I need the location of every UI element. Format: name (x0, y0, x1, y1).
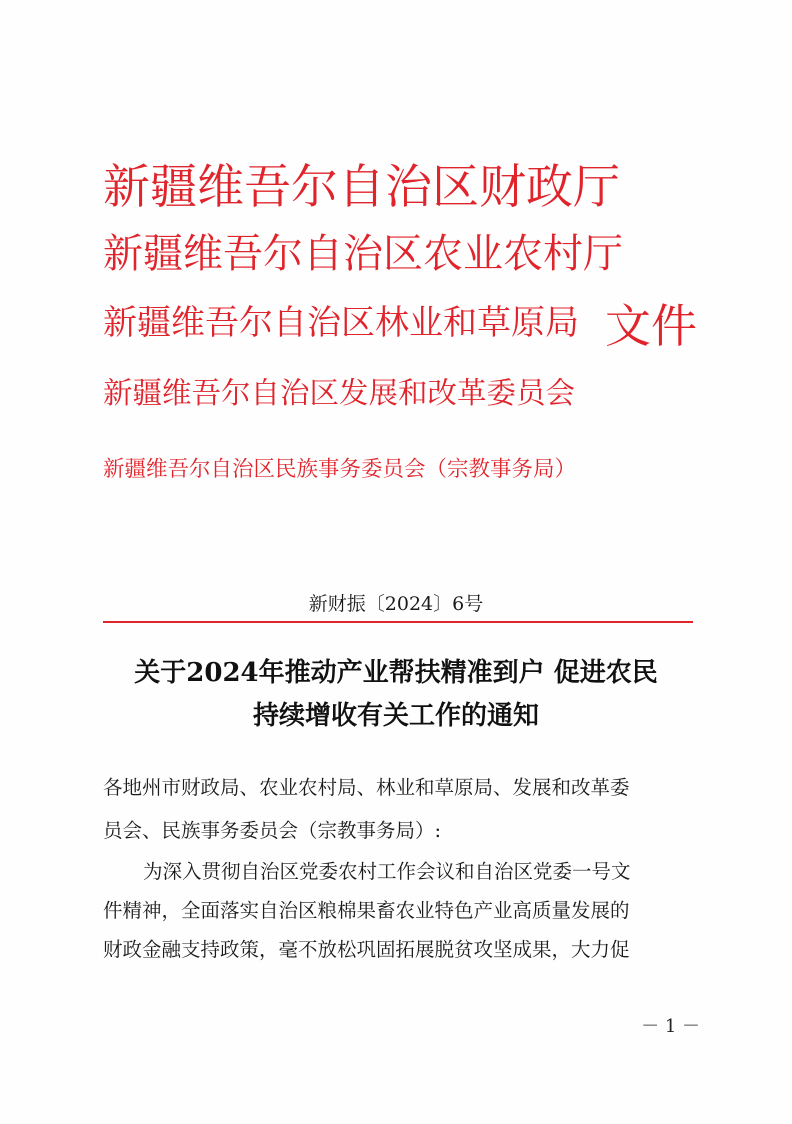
doc-type-label: 文件 (605, 299, 697, 353)
notice-title-line2: 持续增收有关工作的通知 (252, 701, 539, 731)
notice-title-line1: 关于2024年推动产业帮扶精准到户 促进农民 (134, 658, 658, 688)
page-number: － 1 － (641, 1016, 700, 1037)
issuer-ethnic-affairs-commission: 新疆维吾尔自治区民族事务委员会（宗教事务局） (103, 457, 577, 482)
issuer-finance-dept: 新疆维吾尔自治区财政厅 (103, 160, 620, 215)
red-divider-line (103, 621, 693, 623)
recipients-line1: 各地州市财政局、农业农村局、林业和草原局、发展和改革委 (103, 776, 630, 799)
document-number: 新财振〔2024〕6号 (308, 593, 484, 615)
issuer-forestry-bureau: 新疆维吾尔自治区林业和草原局 (103, 303, 579, 343)
paragraph1-line2: 件精神，全面落实自治区粮棉果畜农业特色产业高质量发展的 (103, 899, 630, 922)
issuer-agriculture-dept: 新疆维吾尔自治区农业农村厅 (103, 231, 623, 277)
issuer-development-commission: 新疆维吾尔自治区发展和改革委员会 (103, 376, 576, 410)
paragraph1-line3: 财政金融支持政策，毫不放松巩固拓展脱贫攻坚成果，大力促 (103, 938, 630, 961)
recipients-line2: 员会、民族事务委员会（宗教事务局）: (103, 819, 442, 842)
paragraph1-line1: 为深入贯彻自治区党委农村工作会议和自治区党委一号文 (143, 860, 631, 883)
